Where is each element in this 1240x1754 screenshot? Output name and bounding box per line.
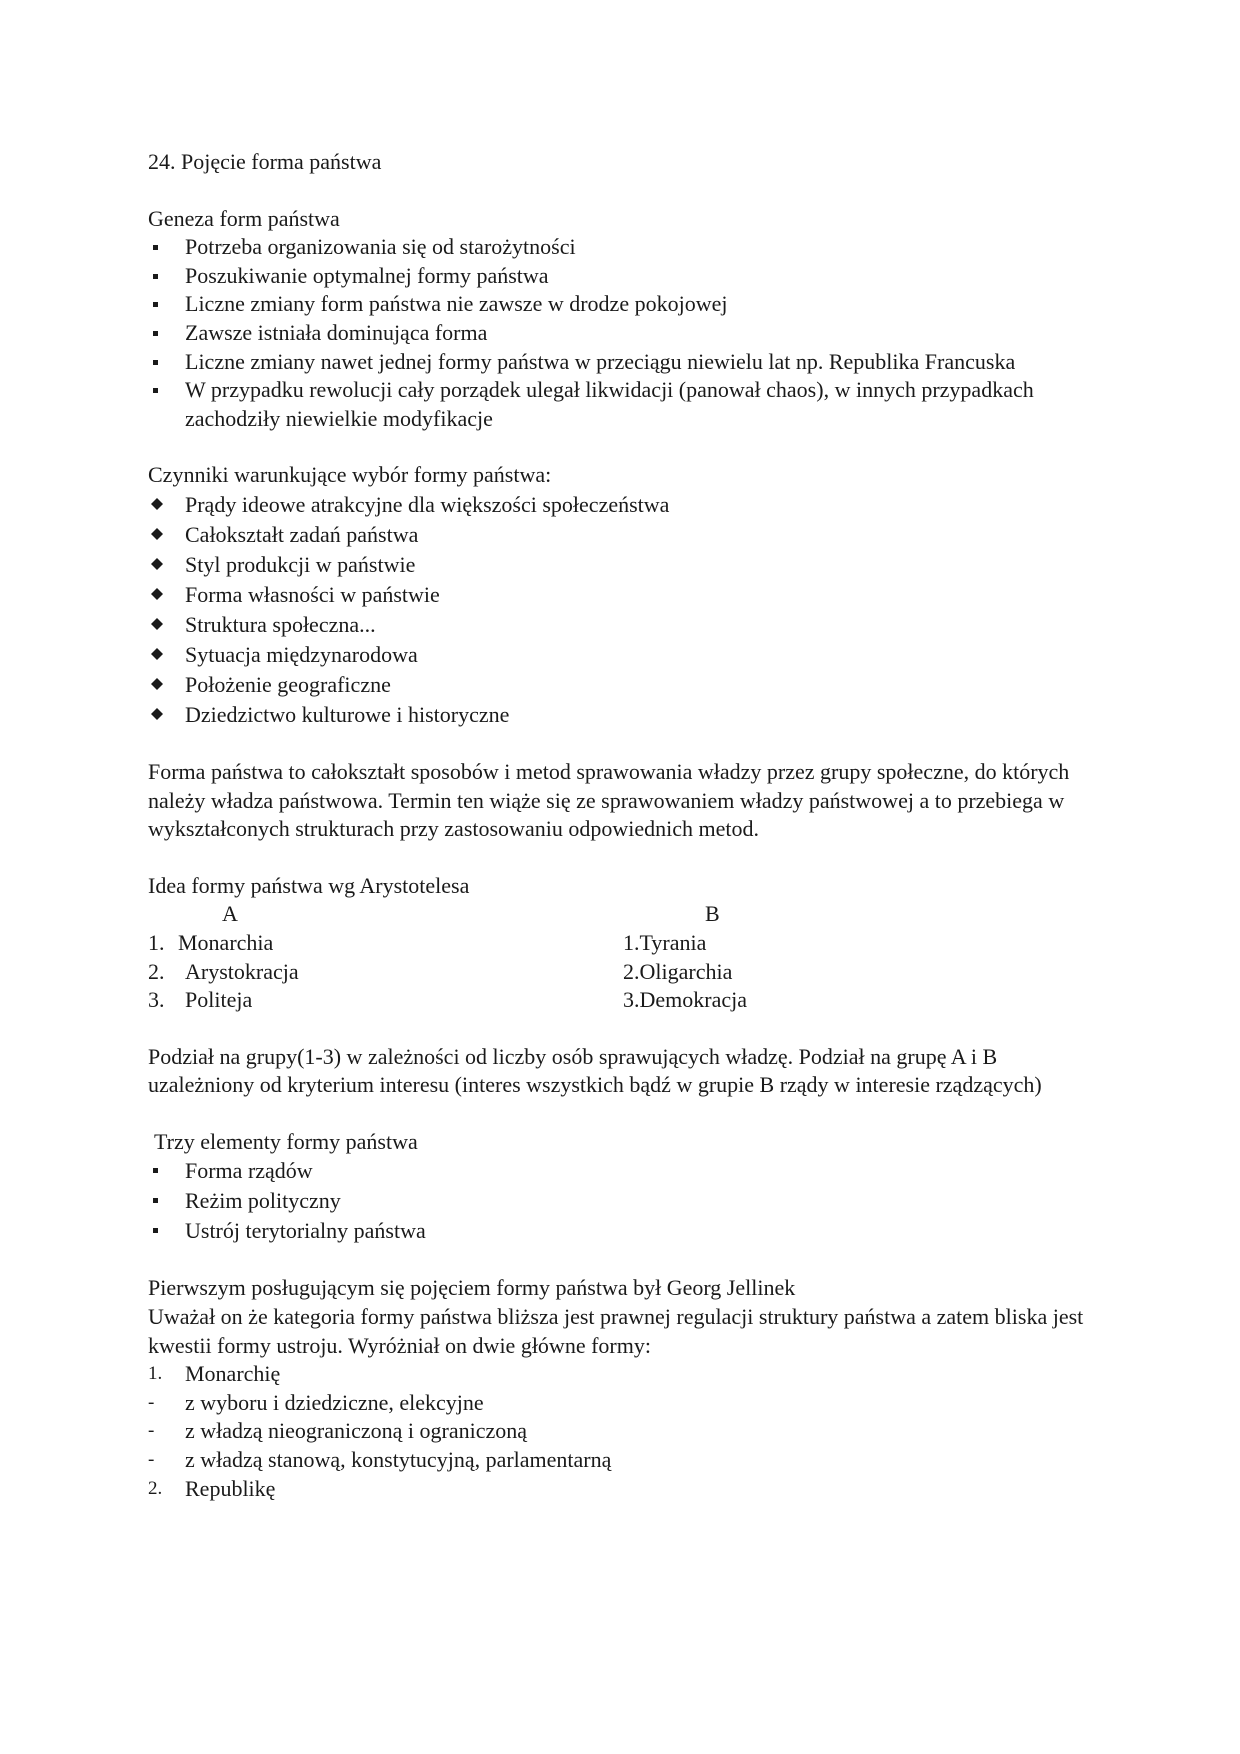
list-item: Struktura społeczna... [148, 610, 1098, 640]
diamond-bullet-icon [150, 527, 164, 541]
three-elements-heading: Trzy elementy formy państwa [154, 1128, 418, 1154]
factors-heading: Czynniki warunkujące wybór formy państwa: [148, 462, 552, 488]
list-item: Ustrój terytorialny państwa [185, 1218, 426, 1244]
list-item: - z władzą stanową, konstytucyjną, parlamentarną [148, 1447, 612, 1473]
list-item: Dziedzictwo kulturowe i historyczne [148, 700, 1098, 730]
list-item: Forma własności w państwie [148, 580, 1098, 610]
three-elements-list [148, 1156, 1098, 1246]
column-a [148, 900, 623, 1014]
jellinek-forms-list [148, 1360, 1098, 1503]
jellinek-line: Pierwszym posługującym się pojęciem formy państwa był Georg Jellinek [148, 1275, 796, 1301]
division-paragraph: Podział na grupy(1-3) w zależności od liczby osób sprawujących władzę. Podział na grupę A i B uzależniony od kryterium interesu (interes wszystkich bądź w grupie B rządy w interesie rządzących) [148, 1043, 1042, 1098]
list-item: 1. Monarchię [148, 1361, 281, 1387]
diamond-bullet-icon [150, 647, 164, 661]
column-a-label: A [222, 901, 238, 927]
list-item: 1.Tyrania [623, 929, 707, 955]
list-item: Położenie geograficzne [148, 670, 1098, 700]
genesis-list [148, 233, 1098, 433]
document-title: 24. Pojęcie forma państwa [148, 149, 382, 174]
list-item: Potrzeba organizowania się od starożytności [185, 234, 576, 260]
list-item: Reżim polityczny [185, 1188, 341, 1214]
diamond-bullet-icon [150, 617, 164, 631]
list-item: Poszukiwanie optymalnej formy państwa [185, 262, 549, 288]
list-item: Forma rządów [185, 1158, 313, 1184]
list-item: - z wyboru i dziedziczne, elekcyjne [148, 1389, 484, 1415]
factors-list [148, 490, 1098, 730]
list-item: 3.Demokracja [623, 987, 747, 1013]
aristotle-heading: Idea formy państwa wg Arystotelesa [148, 872, 470, 898]
list-item: 2. Arystokracja [148, 958, 299, 984]
list-item: W przypadku rewolucji cały porządek ulegał likwidacji (panował chaos), w innych przypadkach zachodziły niewielkie modyfikacje [185, 377, 1034, 431]
list-item: Liczne zmiany nawet jednej formy państwa w przeciągu niewielu lat np. Republika Francuska [185, 348, 1016, 374]
definition-paragraph: Forma państwa to całokształt sposobów i metod sprawowania władzy przez grupy społeczne, do których należy władza państwowa. Termin ten wiąże się ze sprawowaniem władzy państwowej a to przebiega w wykształconych strukturach przy zastosowaniu odpowiednich metod. [148, 758, 1070, 842]
diamond-bullet-icon [150, 677, 164, 691]
diamond-bullet-icon [150, 497, 164, 511]
column-b [623, 900, 1098, 1014]
list-item: - z władzą nieograniczoną i ograniczoną [148, 1418, 528, 1444]
diamond-bullet-icon [150, 707, 164, 721]
genesis-heading: Geneza form państwa [148, 205, 340, 231]
jellinek-paragraph: Uważał on że kategoria formy państwa bliższa jest prawnej regulacji struktury państwa a zatem bliska jest kwestii formy ustroju. Wyróżniał on dwie główne formy: [148, 1304, 1084, 1358]
list-item: 3. Politeja [148, 987, 253, 1013]
aristotle-table [148, 900, 1098, 1014]
list-item: 2. Republikę [148, 1475, 276, 1501]
list-item: Liczne zmiany form państwa nie zawsze w drodze pokojowej [185, 291, 728, 317]
list-item: 1. Monarchia [148, 929, 274, 955]
list-item: Prądy ideowe atrakcyjne dla większości społeczeństwa [148, 490, 1098, 520]
list-item: Całokształt zadań państwa [148, 520, 1098, 550]
list-item: 2.Oligarchia [623, 958, 733, 984]
diamond-bullet-icon [150, 557, 164, 571]
document-page [148, 148, 1098, 1503]
diamond-bullet-icon [150, 587, 164, 601]
list-item: Zawsze istniała dominująca forma [185, 319, 488, 345]
list-item: Sytuacja międzynarodowa [148, 640, 1098, 670]
column-b-label: B [705, 901, 720, 927]
list-item: Styl produkcji w państwie [148, 550, 1098, 580]
